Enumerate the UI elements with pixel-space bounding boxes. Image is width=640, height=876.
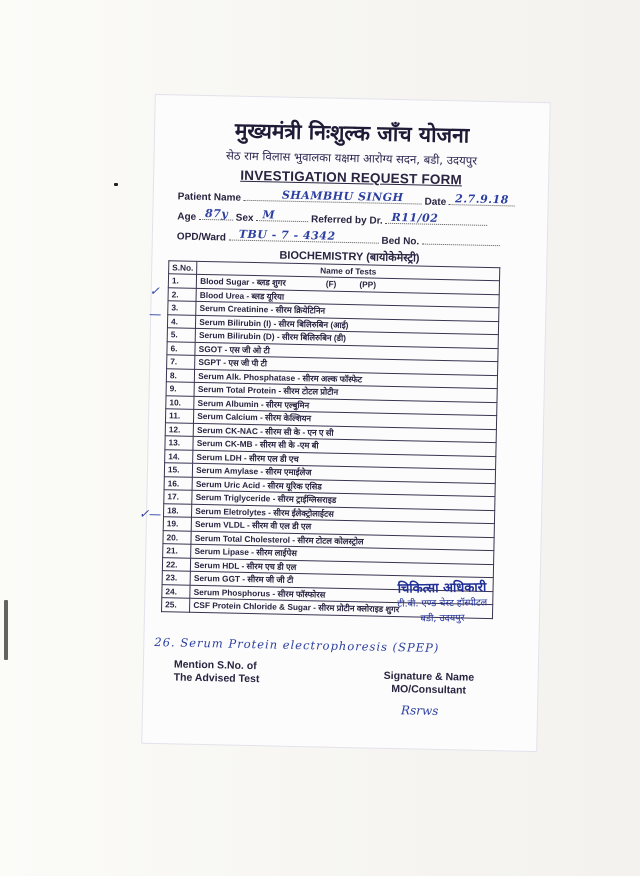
referred-field[interactable] — [385, 210, 487, 226]
test-name: Blood Urea - ब्लड यूरिया — [199, 289, 285, 302]
opd-field[interactable] — [229, 227, 379, 244]
stamp-line-3: बडी, उदयपुर — [420, 612, 465, 625]
opd-label: OPD/Ward — [176, 231, 227, 244]
test-sno: 7. — [167, 355, 195, 369]
tick-mark-row-18: ✓— — [138, 506, 162, 522]
test-sno: 15. — [164, 463, 192, 477]
test-name: Serum Albumin - सीरम एल्बुमिन — [197, 397, 310, 410]
col-sno-header: S.No. — [169, 261, 197, 275]
test-sno: 19. — [163, 517, 191, 531]
tick-mark-row-2: ✓ — [149, 283, 160, 299]
bed-label: Bed No. — [381, 235, 420, 248]
test-name: Serum CK-MB - सीरम सी के -एम बी — [196, 438, 319, 451]
test-name: Serum Total Protein - सीरम टोटल प्रोटीन — [197, 384, 339, 398]
test-name: Serum LDH - सीरम एल डी एच — [196, 451, 299, 464]
test-name: Blood Sugar - ब्लड शुगर — [200, 276, 286, 288]
test-sno: 9. — [166, 382, 194, 396]
test-name: Serum Eletrolytes - सीरम ईलेक्ट्रोलाईटस — [195, 505, 334, 519]
mention-note — [173, 658, 259, 686]
signature-scribble: Rsrws — [400, 703, 439, 718]
date-field[interactable] — [449, 194, 515, 206]
age-value: 87y — [204, 207, 229, 221]
test-sno: 16. — [164, 476, 192, 490]
test-name: Serum HDL - सीरम एच डी एल — [194, 559, 297, 572]
test-sno: 23. — [162, 571, 190, 585]
date-label: Date — [424, 196, 447, 209]
test-name: Serum Alk. Phosphatase - सीरम अल्क फॉस्फेट — [198, 370, 363, 385]
col-name-header: Name of Tests — [197, 261, 500, 280]
test-sno: 6. — [167, 341, 195, 355]
test-name: Serum Total Cholesterol - सीरम टोटल कोलस्ट्रोल — [194, 532, 364, 547]
test-sno: 17. — [164, 490, 192, 504]
test-name: Serum VLDL - सीरम वी एल डी एल — [194, 519, 312, 532]
test-sno: 1. — [168, 274, 196, 288]
date-value: 2.7.9.18 — [454, 192, 510, 207]
test-sno: 5. — [167, 328, 195, 342]
form-title: INVESTIGATION REQUEST FORM — [240, 167, 463, 188]
scheme-title: मुख्यमंत्री निःशुल्क जाँच योजना — [234, 118, 470, 148]
mention-line-2: The Advised Test — [173, 671, 260, 686]
test-name: CSF Protein Chloride & Sugar - सीरम प्रोटीन क्लोराइड शुगर — [193, 600, 400, 615]
test-sno: 10. — [166, 395, 194, 409]
mention-line-1: Mention S.No. of — [173, 658, 257, 673]
tick-mark-row-3: — — [149, 306, 162, 322]
test-name: Serum CK-NAC - सीरम सी के - एन ए सी — [196, 424, 334, 438]
signature-line-2: MO/Consultant — [391, 683, 467, 697]
test-name: Serum Creatinine - सीरम क्रियेटिनिन — [199, 303, 326, 316]
test-sno: 24. — [162, 584, 190, 598]
test-sno: 18. — [163, 503, 191, 517]
sex-field[interactable] — [256, 210, 308, 222]
test-sno: 22. — [162, 557, 190, 571]
section-title: BIOCHEMISTRY (बायोकेमेस्ट्री) — [279, 249, 420, 265]
test-sno: 20. — [163, 530, 191, 544]
test-name: Serum Amylase - सीरम एमाईलेज — [196, 465, 312, 478]
test-name: Serum Uric Acid - सीरम यूरिक एसिड — [195, 478, 322, 492]
scan-speck — [114, 183, 118, 186]
test-sno: 2. — [168, 287, 196, 301]
sex-label: Sex — [235, 212, 254, 225]
patient-name-label: Patient Name — [177, 191, 242, 204]
investigation-form — [138, 94, 551, 752]
test-name: Serum Calcium - सीरम केल्शियन — [197, 411, 312, 424]
patient-name-row — [178, 188, 516, 209]
test-name: Serum Bilirubin (I) - सीरम बिलिरुबिन (आई) — [199, 316, 349, 330]
test-sno: 14. — [165, 449, 193, 463]
patient-name-value: SHAMBHU SINGH — [281, 188, 404, 205]
test-name: Serum Triglyceride - सीरम ट्राईग्लिसराइड — [195, 492, 337, 506]
test-sno: 12. — [165, 422, 193, 436]
test-sno: 4. — [167, 314, 195, 328]
age-sex-row — [177, 208, 488, 228]
referred-label: Referred by Dr. — [310, 214, 383, 227]
test-name: Serum Bilirubin (D) - सीरम बिलिरुबिन (डी) — [198, 330, 347, 344]
age-field[interactable] — [199, 209, 233, 221]
signature-line-1: Signature & Name — [383, 669, 475, 684]
test-name: Serum GGT - सीरम जी जी टी — [193, 573, 294, 586]
tests-table — [161, 260, 500, 618]
referred-value: R11/02 — [391, 210, 439, 225]
test-sno: 8. — [166, 368, 194, 382]
hospital-name: सेठ राम विलास भुवालका यक्षमा आरोग्य सदन, बडी, उदयपुर — [225, 148, 478, 168]
opd-value: TBU - 7 - 4342 — [238, 227, 336, 243]
signature-block — [383, 670, 474, 698]
test-name: Serum Lipase - सीरम लाईपेस — [194, 546, 297, 559]
test-name: SGOT - एस जी ओ टी — [198, 343, 270, 356]
patient-name-field[interactable] — [244, 190, 422, 205]
scan-edge-mark — [4, 600, 8, 660]
stamp-line-1: चिकित्सा अधिकारी — [397, 580, 487, 597]
bed-field[interactable] — [422, 234, 500, 247]
test-sno: 13. — [165, 436, 193, 450]
test-name: Serum Phosphorus - सीरम फॉस्फोरस — [193, 586, 326, 600]
test-sno: 25. — [162, 598, 190, 612]
test-name: SGPT - एस जी पी टी — [198, 357, 268, 369]
test-extra: (F) (PP) — [325, 278, 377, 290]
test-sno: 11. — [165, 409, 193, 423]
sex-value: M — [262, 208, 276, 222]
handwritten-extra-test: 26. Serum Protein electrophoresis (SPEP) — [154, 635, 440, 656]
tests-table-body — [162, 274, 500, 618]
age-label: Age — [177, 211, 197, 223]
official-stamp — [377, 580, 508, 627]
test-sno: 21. — [163, 544, 191, 558]
test-sno: 3. — [168, 301, 196, 315]
stamp-line-2: टी.बी. एण्ड चेस्ट हॉस्पीटल — [397, 597, 488, 610]
